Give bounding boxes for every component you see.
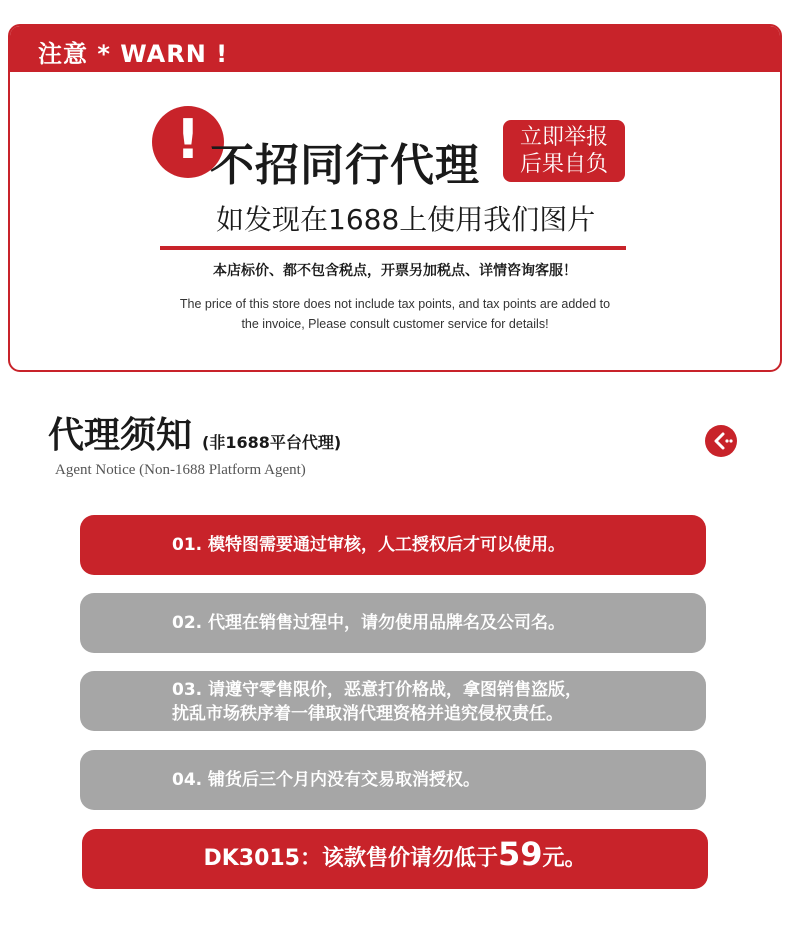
back-arrow-icon-svg [705, 425, 737, 457]
rule-item-04 [80, 750, 706, 810]
rule-item-02 [80, 593, 706, 653]
rule-item-text: 04. 铺货后三个月内没有交易取消授权。 [172, 770, 481, 790]
back-arrow-icon[interactable] [705, 425, 737, 457]
tax-note-en [10, 294, 780, 334]
report-badge-line2: 后果自负 [519, 152, 608, 177]
warning-header [10, 26, 780, 72]
warning-headline: 不招同行代理 [210, 140, 480, 191]
rule-item-text: 02. 代理在销售过程中，请勿使用品牌名及公司名。 [172, 613, 566, 633]
exclamation-glyph: ! [175, 108, 201, 171]
divider [160, 246, 626, 250]
tax-note-en-line1: The price of this store does not include tax points, and tax points are added to [179, 297, 611, 311]
rule-item-01 [80, 515, 706, 575]
rule-item-03 [80, 671, 706, 731]
agent-notice-subtitle: Agent Notice (Non-1688 Platform Agent) [55, 462, 306, 478]
price-suffix: 元。 [542, 846, 587, 871]
rule-item-text-line2: 扰乱市场秩序着一律取消代理资格并追究侵权责任。 [172, 704, 563, 724]
price-notice [82, 829, 708, 889]
warning-subheadline: 如发现在1688上使用我们图片 [216, 203, 596, 236]
agent-notice-title-note: (非1688平台代理) [202, 433, 342, 452]
rule-item-text-line1: 03. 请遵守零售限价，恶意打价格战，拿图销售盗版， [172, 680, 583, 700]
agent-notice-title: 代理须知 [48, 415, 193, 456]
tax-note-cn: 本店标价、都不包含税点，开票另加税点、详情咨询客服！ [213, 263, 577, 279]
warning-header-text: 注意 * WARN ! [38, 40, 229, 68]
price-prefix: DK3015：该款售价请勿低于 [203, 846, 498, 871]
price-amount: 59 [498, 835, 543, 873]
warning-card [8, 24, 782, 372]
report-badge [503, 120, 625, 182]
report-badge-line1: 立即举报 [519, 125, 608, 150]
rule-item-text: 01. 模特图需要通过审核，人工授权后才可以使用。 [172, 535, 566, 555]
tax-note-en-line2: the invoice, Please consult customer service for details! [241, 317, 549, 331]
